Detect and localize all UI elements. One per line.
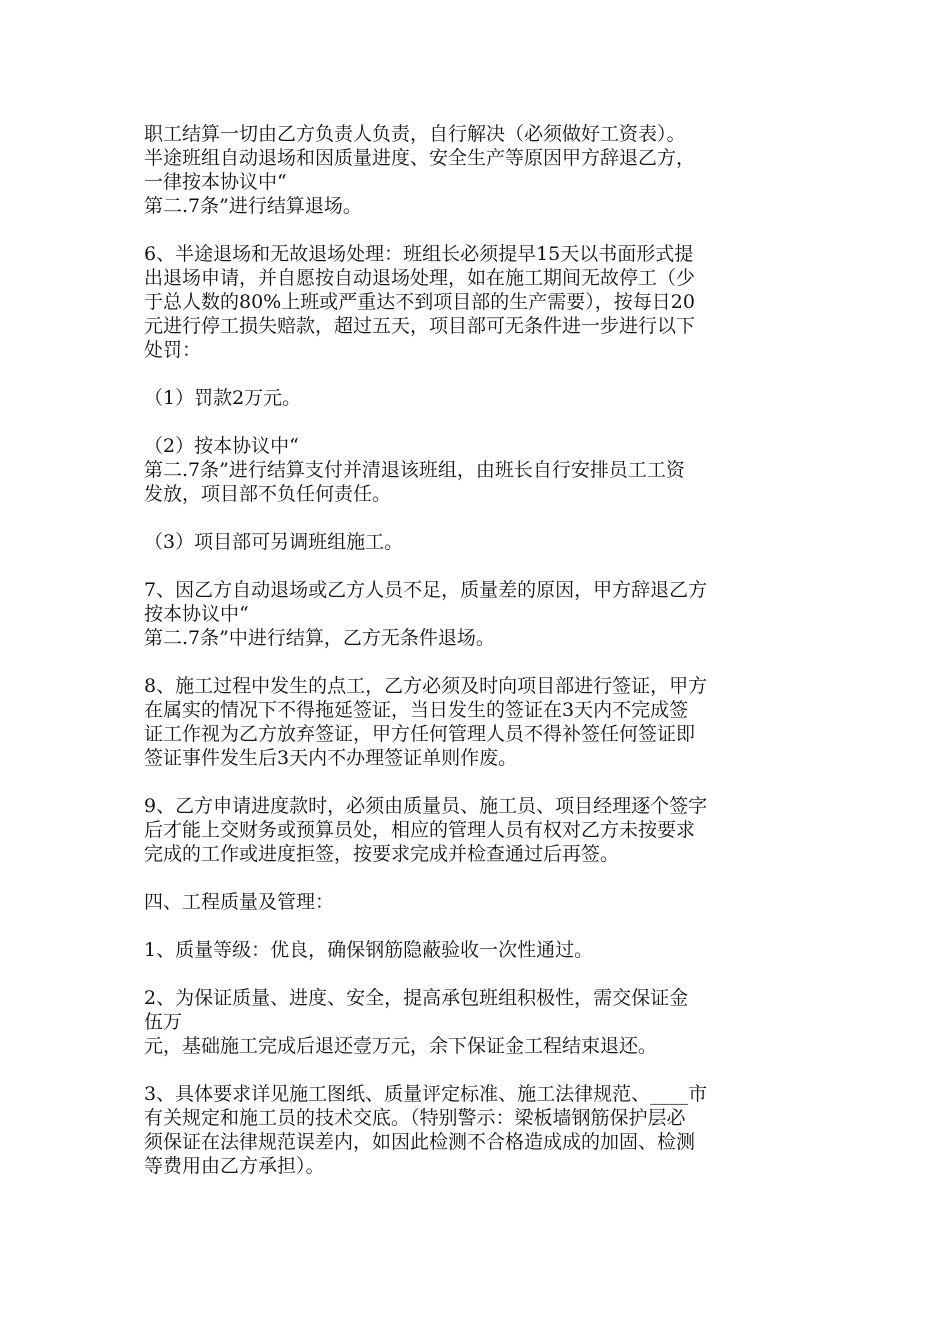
text-line: 1、质量等级：优良，确保钢筋隐蔽验收一次性通过。 [144,939,594,961]
text-line: 四、工程质量及管理： [144,891,335,913]
text-line: 须保证在法律规范误差内，如因此检测不合格造成成的加固、检测 [144,1131,696,1153]
text-line: （2）按本协议中“ [144,435,299,457]
text-line: 元进行停工损失赔款，超过五天，项目部可无条件进一步进行以下 [144,315,696,337]
text-line: 6、半途退场和无故退场处理：班组长必须提早15天以书面形式提 [144,243,694,265]
text-line: 2、为保证质量、进度、安全，提高承包班组积极性，需交保证金 [144,987,689,1009]
paragraph [144,434,814,506]
text-line: 第二.7条”中进行结算，乙方无条件退场。 [144,627,495,649]
text-line: 后才能上交财务或预算员处，相应的管理人员有权对乙方未按要求 [144,819,696,841]
text-line: 出退场申请，并自愿按自动退场处理，如在施工期间无故停工（少 [144,267,696,289]
text-line: 第二.7条”进行结算支付并清退该班组，由班长自行安排员工工资 [144,459,685,481]
text-line: 按本协议中“ [144,603,249,625]
paragraph [144,1082,814,1178]
text-line: 伍万 [144,1011,183,1033]
paragraph [144,530,814,554]
text-line: 一律按本协议中“ [144,171,287,193]
text-line: 8、施工过程中发生的点工，乙方必须及时向项目部进行签证，甲方 [144,675,708,697]
text-line: 职工结算一切由乙方负责人负责，自行解决（必须做好工资表）。 [144,123,686,145]
document-body [144,122,814,1202]
paragraph [144,242,814,362]
text-line: 元，基础施工完成后退还壹万元，余下保证金工程结束退还。 [144,1035,658,1057]
paragraph [144,794,814,866]
text-line: 处罚： [144,339,202,361]
text-line: 发放，项目部不负任何责任。 [144,483,392,505]
paragraph [144,386,814,410]
paragraph [144,890,814,914]
text-line: 于总人数的80%上班或严重达不到项目部的生产需要），按每日20 [144,291,695,313]
text-line: 证工作视为乙方放弃签证，甲方任何管理人员不得补签任何签证即 [144,723,696,745]
text-line: 3、具体要求详见施工图纸、质量评定标准、施工法律规范、____市 [144,1083,708,1105]
text-line: 在属实的情况下不得拖延签证，当日发生的签证在3天内不完成签 [144,699,689,721]
text-line: 7、因乙方自动退场或乙方人员不足，质量差的原因，甲方辞退乙方 [144,579,708,601]
text-line: 签证事件发生后3天内不办理签证单则作废。 [144,747,518,769]
paragraph [144,674,814,770]
text-line: 9、乙方申请进度款时，必须由质量员、施工员、项目经理逐个签字 [144,795,708,817]
paragraph [144,578,814,650]
text-line: 半途班组自动退场和因质量进度、安全生产等原因甲方辞退乙方， [144,147,696,169]
text-line: 完成的工作或进度拒签，按要求完成并检查通过后再签。 [144,843,620,865]
text-line: 等费用由乙方承担）。 [144,1155,325,1177]
text-line: （3）项目部可另调班组施工。 [144,531,404,553]
text-line: （1）罚款2万元。 [144,387,302,409]
paragraph [144,122,814,218]
paragraph [144,938,814,962]
text-line: 第二.7条”进行结算退场。 [144,195,362,217]
paragraph [144,986,814,1058]
text-line: 有关规定和施工员的技术交底。（特别警示：梁板墙钢筋保护层必 [144,1107,686,1129]
